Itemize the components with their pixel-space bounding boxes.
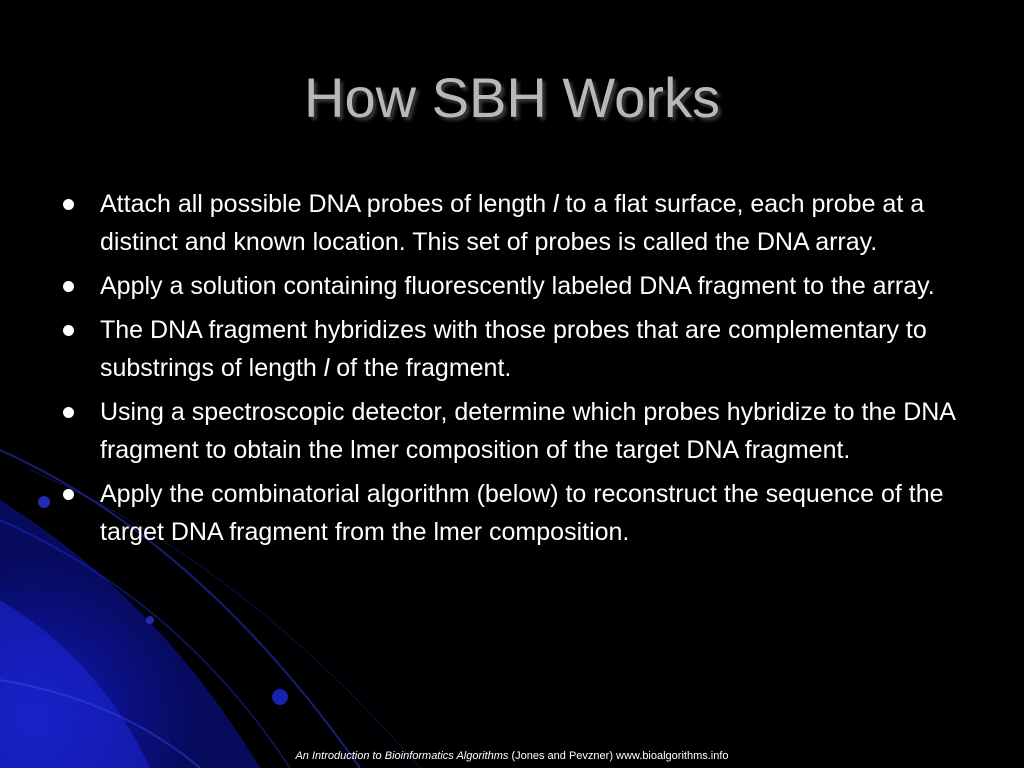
bullet-text: The DNA fragment hybridizes with those probes that are complementary to substrings of length [100, 316, 927, 382]
bullet-text: of the fragment. [329, 354, 512, 382]
bullet-icon [63, 281, 74, 292]
bullet-icon [63, 325, 74, 336]
slide-footer [0, 748, 1024, 764]
bullet-item [60, 475, 970, 551]
bullet-italic: l [553, 190, 559, 218]
bullet-item [60, 267, 970, 305]
bullet-item [60, 393, 970, 469]
footer-book-title: An Introduction to Bioinformatics Algorithms [295, 750, 509, 762]
footer-credit: (Jones and Pevzner) www.bioalgorithms.info [508, 750, 729, 762]
bullet-icon [63, 407, 74, 418]
bullet-icon [63, 199, 74, 210]
bullet-list [60, 185, 970, 557]
bullet-italic: l [323, 354, 330, 382]
bullet-text: Apply the combinatorial algorithm (below) to reconstruct the sequence of the target DNA fragment from the lmer composition. [100, 480, 944, 546]
bullet-text: Using a spectroscopic detector, determine which probes hybridize to the DNA fragment to obtain the lmer composition of the target DNA fragment. [100, 398, 955, 464]
bullet-item [60, 311, 970, 387]
bullet-icon [63, 489, 74, 500]
bullet-text: Attach all possible DNA probes of length [100, 190, 554, 218]
bullet-item [60, 185, 970, 261]
bullet-text: Apply a solution containing fluorescently labeled DNA fragment to the array. [100, 272, 935, 300]
bullet-text: to a flat surface, each probe at a distinct and known location. This set of probes is called the DNA array. [100, 190, 925, 256]
slide-title: How SBH Works [304, 66, 720, 129]
